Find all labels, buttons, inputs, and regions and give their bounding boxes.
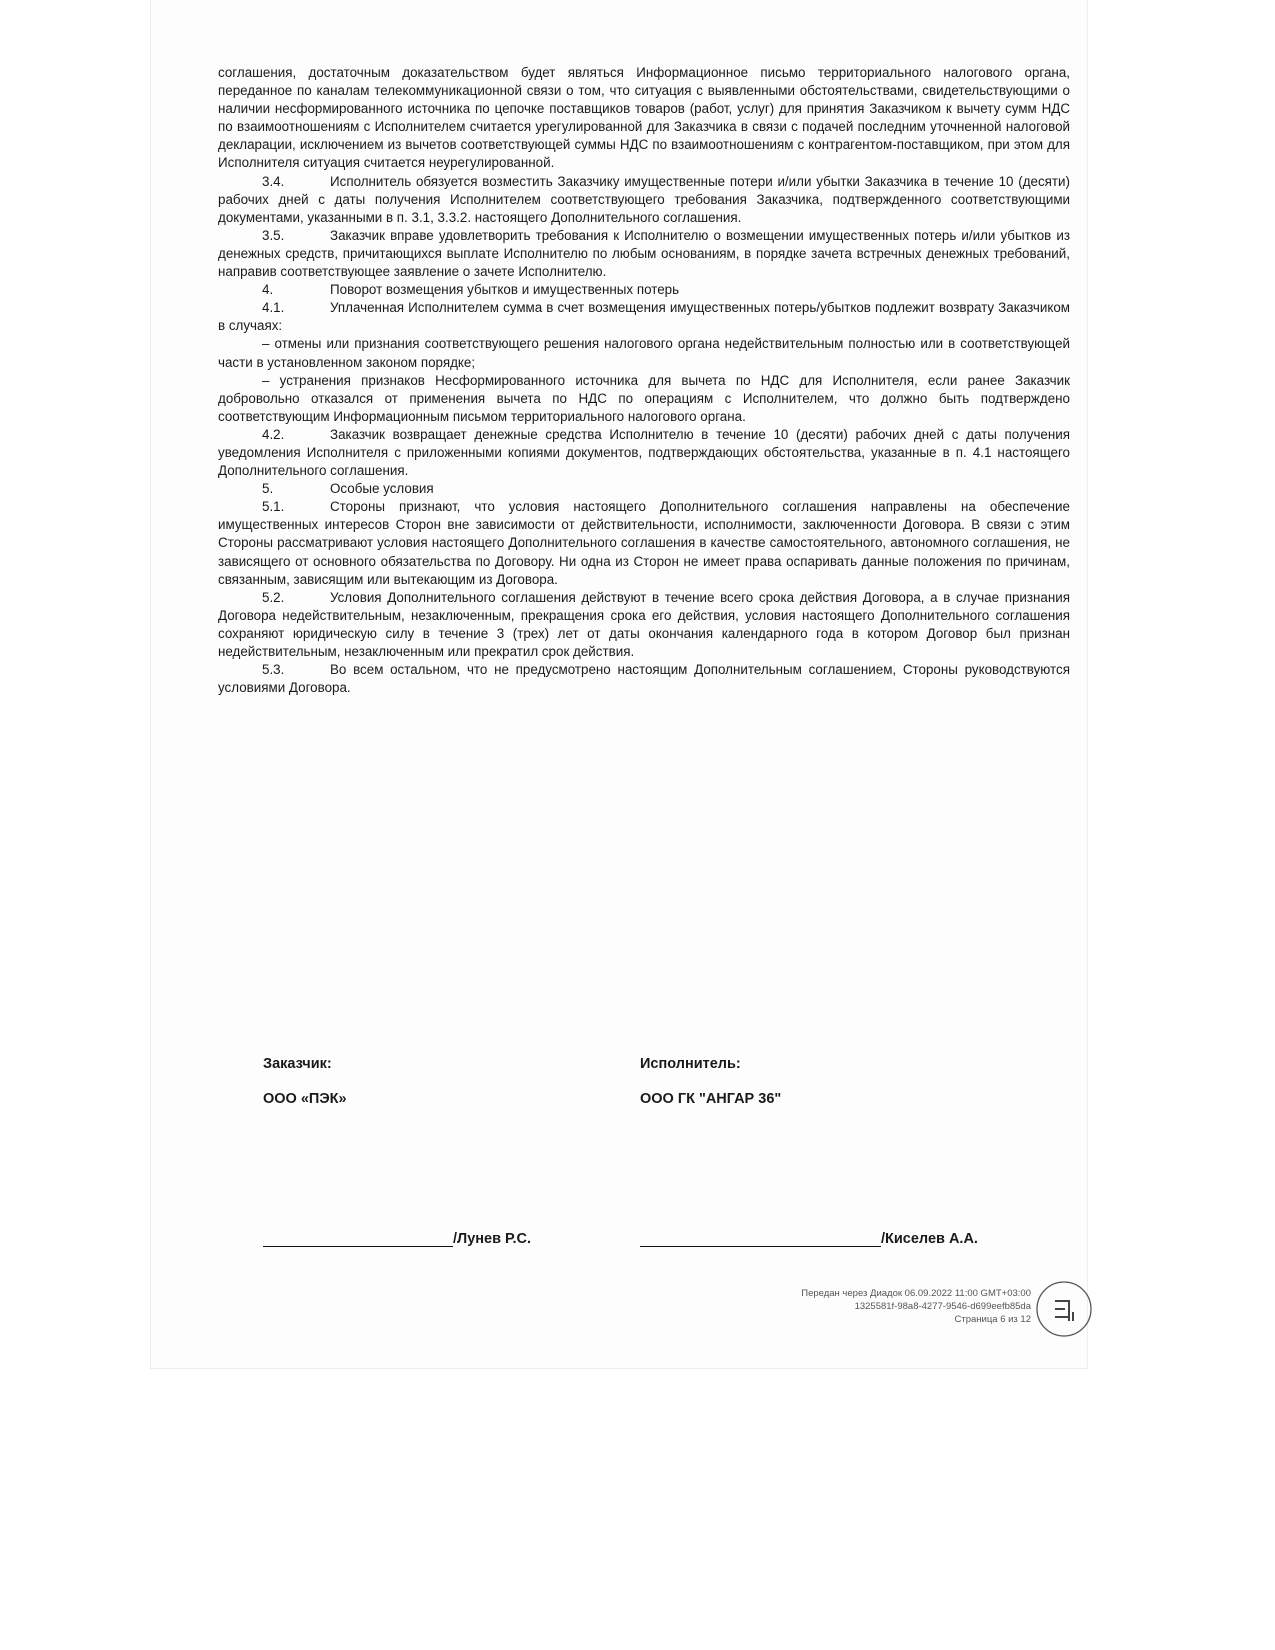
clause-5-3: 5.3. Во всем остальном, что не предусмотрено настоящим Дополнительным соглашением, Стороны руководствуются условиями Договора. <box>218 662 1070 696</box>
clause-3-4: 3.4. Исполнитель обязуется возместить Заказчику имущественные потери и/или убытки Заказчика в течение 10 (десяти) рабочих дней с даты получения Исполнителем соответствующего требования Заказчика, подтвержденного соответствующими документами, указанными в п. 3.1, 3.3.2. настоящего Дополнительного соглашения. <box>218 173 1070 225</box>
diadoc-logo-icon <box>1035 1280 1093 1338</box>
edo-stamp <box>801 1287 1031 1326</box>
customer-company: ООО «ПЭК» <box>263 1091 347 1107</box>
contractor-role-label: Исполнитель: <box>640 1056 741 1072</box>
contractor-signatory: /Киселев А.А. <box>881 1231 978 1247</box>
paragraph-continuation: соглашения, достаточным доказательством будет являться Информационное письмо территориального налогового органа, переданное по каналам телекоммуникационной связи о том, что ситуация с выявленными обстоятельствами, свидетельствующими о наличии несформированного источника по цепочке поставщиков товаров (работ, услуг) для принятия Заказчиком к вычету сумм НДС по взаимоотношениям с Исполнителем считается урегулированной для Заказчика в связи с подачей последним уточненной налоговой декларации, исключением из вычетов соответствующей суммы НДС по взаимоотношениям с контрагентом-поставщиком, при этом для Исполнителя ситуация считается неурегулированной. <box>218 65 1070 171</box>
clause-4-1: 4.1. Уплаченная Исполнителем сумма в счет возмещения имущественных потерь/убытков подлежит возврату Заказчиком в случаях: <box>218 300 1070 334</box>
clause-5-1: 5.1. Стороны признают, что условия настоящего Дополнительного соглашения направлены на обеспечение имущественных интересов Сторон вне зависимости от действительности, исполнимости, заключенности Договора. В связи с этим Стороны рассматривают условия настоящего Дополнительного соглашения в качестве самостоятельного, автономного соглашения, не зависящего от основного обязательства по Договору. Ни одна из Сторон не имеет права оспаривать данные положения по причинам, связанным, зависящим или вытекающим из Договора. <box>218 499 1070 587</box>
stamp-transfer-line: Передан через Диадок 06.09.2022 11:00 GMT+03:00 <box>801 1288 1031 1299</box>
customer-signatory: /Лунев Р.С. <box>453 1231 532 1247</box>
clause-4-1-item-1: – отмены или признания соответствующего решения налогового органа недействительным полностью или в соответствующей части в установленном законом порядке; <box>218 336 1070 370</box>
clause-4-2: 4.2. Заказчик возвращает денежные средства Исполнителю в течение 10 (десяти) рабочих дней с даты получения уведомления Исполнителя с приложенными копиями документов, подтверждающих обстоятельства, указанные в п. 4.1 настоящего Дополнительного соглашения. <box>218 426 1070 479</box>
contractor-signature-line <box>640 1246 881 1247</box>
clause-3-5: 3.5. Заказчик вправе удовлетворить требования к Исполнителю о возмещении имущественных потерь и/или убытков из денежных средств, причитающихся выплате Исполнителю по любым основаниям, в порядке зачета встречных денежных требований, направив соответствующее заявление о зачете Исполнителю. <box>218 227 1070 280</box>
document-body <box>218 64 1070 697</box>
clause-5-2: 5.2. Условия Дополнительного соглашения действуют в течение всего срока действия Договора, а в случае признания Договора недействительным, незаключенным, прекращения срока его действия, условия настоящего Дополнительного соглашения сохраняют юридическую силу в течение 3 (трех) лет от даты окончания календарного года в котором Договор был признан недействительным, незаключенным или прекратил срок действия. <box>218 589 1070 659</box>
contractor-company: ООО ГК "АНГАР 36" <box>640 1091 782 1107</box>
stamp-document-id: 1325581f-98a8-4277-9546-d699eefb85da <box>854 1301 1031 1312</box>
clause-4-1-item-2: – устранения признаков Несформированного источника для вычета по НДС для Исполнителя, если ранее Заказчик добровольно отказался от применения вычета по НДС по операциям с Исполнителем, что должно быть подтверждено соответствующим Информационным письмом территориального налогового органа. <box>218 372 1070 424</box>
stamp-page-counter: Страница 6 из 12 <box>954 1314 1031 1325</box>
section-5-heading: 5. Особые условия <box>262 481 434 497</box>
section-4-heading: 4. Поворот возмещения убытков и имущественных потерь <box>262 282 680 298</box>
customer-role-label: Заказчик: <box>263 1056 332 1072</box>
customer-signature-line <box>263 1246 453 1247</box>
